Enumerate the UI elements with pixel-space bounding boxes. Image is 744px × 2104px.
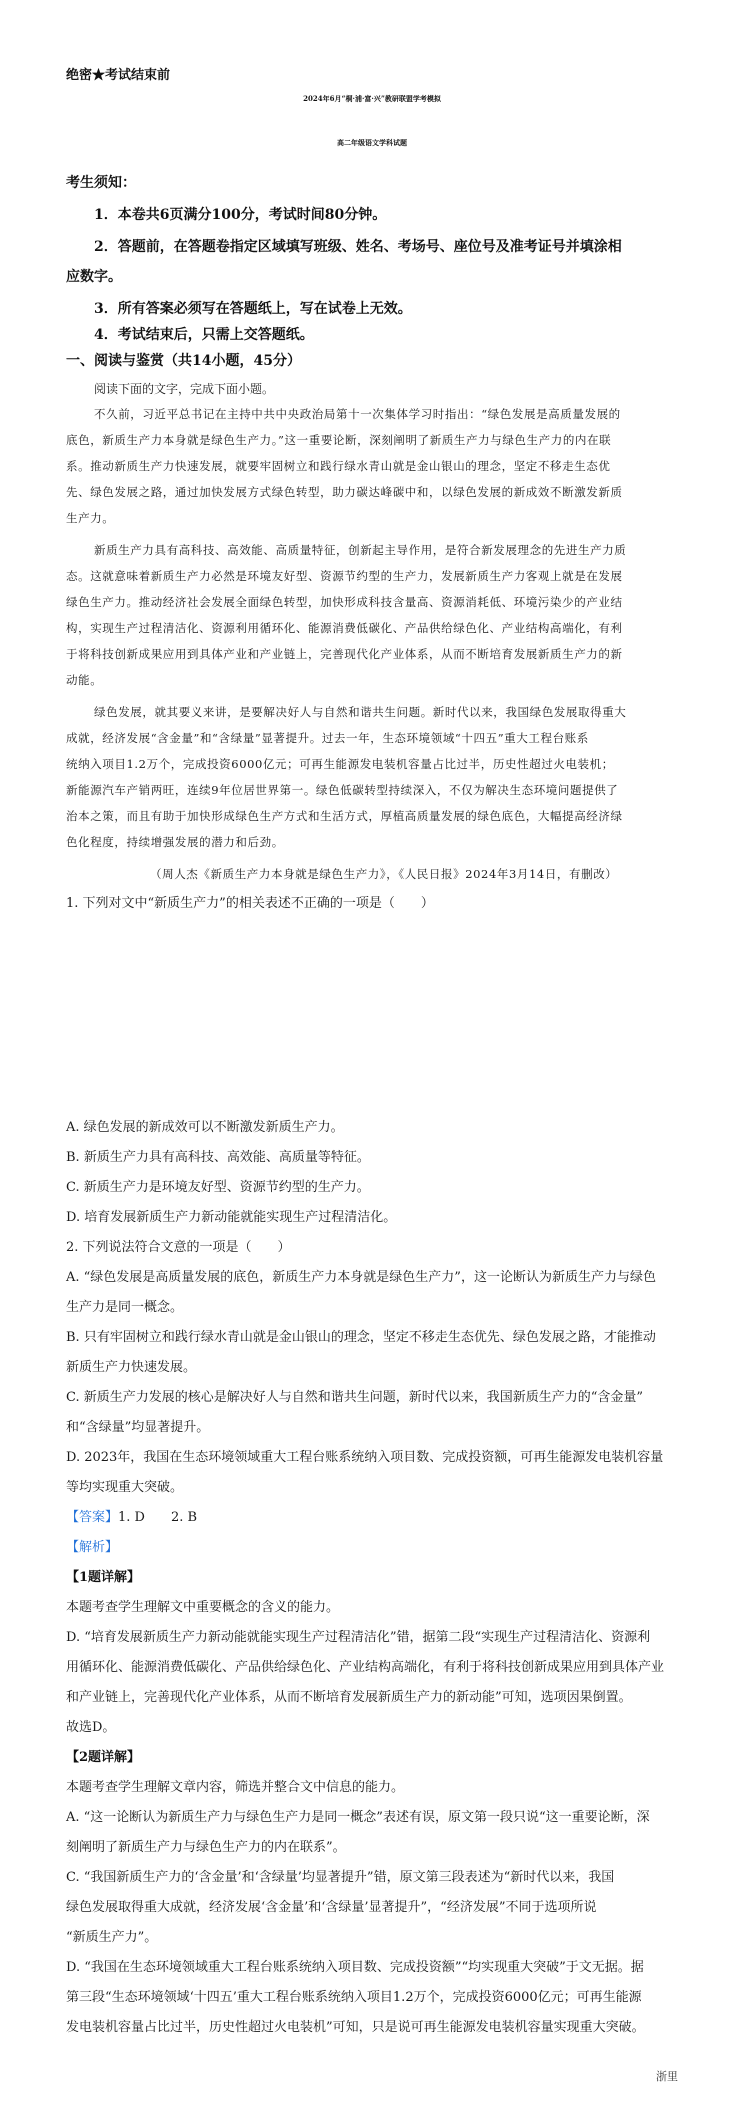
passage-source: （周人杰《新质生产力本身就是绿色生产力》，《人民日报》2024年3月14日，有删改）	[150, 867, 618, 881]
q2-option-c: C. 新质生产力发展的核心是解决好人与自然和谐共生问题，新时代以来，我国新质生产力的“含金量”	[66, 1390, 644, 1405]
passage-line: 先、绿色发展之路，通过加快发展方式绿色转型，助力碳达峰碳中和，以绿色发展的新成效不断激发新质	[66, 485, 623, 499]
passage-line: 绿色发展，就其要义来讲，是要解决好人与自然和谐共生问题。新时代以来，我国绿色发展取得重大	[94, 705, 627, 719]
passage-line: 系。推动新质生产力快速发展，就要牢固树立和践行绿水青山就是金山银山的理念，坚定不移走生态优	[66, 459, 611, 473]
notice-item: 1．本卷共6页满分100分，考试时间80分钟。	[94, 207, 387, 223]
detail-2-line: 刻阐明了新质生产力与绿色生产力的内在联系”。	[66, 1840, 346, 1855]
confidential-label: 绝密★考试结束前	[66, 68, 171, 83]
analysis-label: 【解析】	[66, 1540, 119, 1555]
detail-1-line: 本题考查学生理解文中重要概念的含义的能力。	[66, 1600, 340, 1615]
detail-2-heading: 【2题详解】	[66, 1750, 141, 1765]
answer-value: 1. D 2. B	[118, 1510, 198, 1525]
detail-1-heading: 【1题详解】	[66, 1570, 141, 1585]
detail-2-line: 发电装机容量占比过半，历史性超过火电装机”可知，只是说可再生能源发电装机容量实现重大突破。	[66, 2020, 645, 2035]
passage-line: 统纳入项目1.2万个，完成投资6000亿元；可再生能源发电装机容量占比过半，历史性超过火电装机；	[66, 757, 614, 771]
passage-line: 绿色生产力。推动经济社会发展全面绿色转型，加快形成科技含量高、资源消耗低、环境污染少的产业结	[66, 595, 623, 609]
passage-line: 生产力。	[66, 511, 115, 525]
question-1-stem: 1. 下列对文中“新质生产力”的相关表述不正确的一项是（ ）	[66, 896, 434, 911]
q1-option-a: A. 绿色发展的新成效可以不断激发新质生产力。	[66, 1120, 344, 1135]
detail-2-line: 第三段“生态环境领域‘十四五’重大工程台账系统纳入项目1.2万个，完成投资6000亿元；可再生能源	[66, 1990, 642, 2005]
q1-option-b: B. 新质生产力具有高科技、高效能、高质量等特征。	[66, 1150, 370, 1165]
passage-line: 构，实现生产过程清洁化、资源利用循环化、能源消费低碳化、产品供给绿色化、产业结构高端化，有利	[66, 621, 623, 635]
detail-2-line: A. “这一论断认为新质生产力与绿色生产力是同一概念”表述有误，原文第一段只说“这一重要论断，深	[66, 1810, 650, 1825]
passage-line: 于将科技创新成果应用到具体产业和产业链上，完善现代化产业体系，从而不断培育发展新质生产力的新	[66, 647, 623, 661]
detail-2-line: 本题考查学生理解文章内容，筛选并整合文中信息的能力。	[66, 1780, 405, 1795]
q2-option-a-cont: 生产力是同一概念。	[66, 1300, 184, 1315]
detail-1-line: 故选D。	[66, 1720, 116, 1735]
passage-line: 动能。	[66, 673, 103, 687]
question-2-stem: 2. 下列说法符合文意的一项是（ ）	[66, 1240, 291, 1255]
notice-item: 4．考试结束后，只需上交答题纸。	[94, 327, 314, 343]
q2-option-d: D. 2023年，我国在生态环境领域重大工程台账系统纳入项目数、完成投资额，可再生能源发电装机容量	[66, 1450, 664, 1465]
q2-option-c-cont: 和“含绿量”均显著提升。	[66, 1420, 210, 1435]
detail-2-line: C. “我国新质生产力的‘含金量’和‘含绿量’均显著提升”错，原文第三段表述为“新时代以来，我国	[66, 1870, 615, 1885]
passage-line: 成就，经济发展“含金量”和“含绿量”显著提升。过去一年，生态环境领域“十四五”重大工程台账系	[66, 731, 589, 745]
detail-2-line: 绿色发展取得重大成就，经济发展‘含金量’和‘含绿量’显著提升”，“经济发展”不同于选项所说	[66, 1900, 597, 1915]
q2-option-a: A. “绿色发展是高质量发展的底色，新质生产力本身就是绿色生产力”，这一论断认为新质生产力与绿色	[66, 1270, 656, 1285]
q1-option-d: D. 培育发展新质生产力新动能就能实现生产过程清洁化。	[66, 1210, 397, 1225]
reading-instruction: 阅读下面的文字，完成下面小题。	[94, 382, 275, 396]
passage-line: 不久前，习近平总书记在主持中共中央政治局第十一次集体学习时指出：“绿色发展是高质量发展的	[94, 407, 621, 421]
passage-line: 色化程度，持续增强发展的潜力和后劲。	[66, 835, 284, 849]
answer-line	[66, 1506, 197, 1525]
exam-subtitle: 高二年级语文学科试题	[337, 138, 407, 147]
page-footer: 浙里	[656, 2070, 678, 2083]
passage-line: 新能源汽车产销两旺，连续9年位居世界第一。绿色低碳转型持续深入，不仅为解决生态环境问题提供了	[66, 783, 619, 797]
detail-1-line: 用循环化、能源消费低碳化、产品供给绿色化、产业结构高端化，有利于将科技创新成果应用到具体产业	[66, 1660, 665, 1675]
detail-1-line: 和产业链上，完善现代化产业体系，从而不断培育发展新质生产力的新动能”可知，选项因果倒置。	[66, 1690, 632, 1705]
passage-line: 治本之策，而且有助于加快形成绿色生产方式和生活方式，厚植高质量发展的绿色底色，大幅提高经济绿	[66, 809, 623, 823]
passage-line: 新质生产力具有高科技、高效能、高质量特征，创新起主导作用，是符合新发展理念的先进生产力质	[94, 543, 627, 557]
section-heading: 一、阅读与鉴赏（共14小题，45分）	[66, 353, 301, 369]
notice-item: 3．所有答案必须写在答题纸上，写在试卷上无效。	[94, 301, 412, 317]
detail-2-line: “新质生产力”。	[66, 1930, 158, 1945]
passage-line: 底色，新质生产力本身就是绿色生产力。”这一重要论断，深刻阐明了新质生产力与绿色生产力的内在联	[66, 433, 612, 447]
passage-line: 态。这就意味着新质生产力必然是环境友好型、资源节约型的生产力，发展新质生产力客观上就是在发展	[66, 569, 623, 583]
detail-1-line: D. “培育发展新质生产力新动能就能实现生产过程清洁化”错，据第二段“实现生产过程清洁化、资源利	[66, 1630, 651, 1645]
q2-option-b: B. 只有牢固树立和践行绿水青山就是金山银山的理念，坚定不移走生态优先、绿色发展之路，才能推动	[66, 1330, 656, 1345]
exam-title: 2024年6月“桐·浦·富·兴”教研联盟学考模拟	[303, 94, 441, 103]
q1-option-c: C. 新质生产力是环境友好型、资源节约型的生产力。	[66, 1180, 370, 1195]
q2-option-b-cont: 新质生产力快速发展。	[66, 1360, 197, 1375]
notice-item: 2．答题前，在答题卷指定区域填写班级、姓名、考场号、座位号及准考证号并填涂相	[94, 239, 622, 255]
q2-option-d-cont: 等均实现重大突破。	[66, 1480, 184, 1495]
notice-heading: 考生须知：	[66, 175, 136, 191]
answer-label: 【答案】	[66, 1510, 119, 1525]
detail-2-line: D. “我国在生态环境领域重大工程台账系统纳入项目数、完成投资额”“均实现重大突破”于文无据。据	[66, 1960, 644, 1975]
notice-item: 应数字。	[66, 269, 122, 285]
